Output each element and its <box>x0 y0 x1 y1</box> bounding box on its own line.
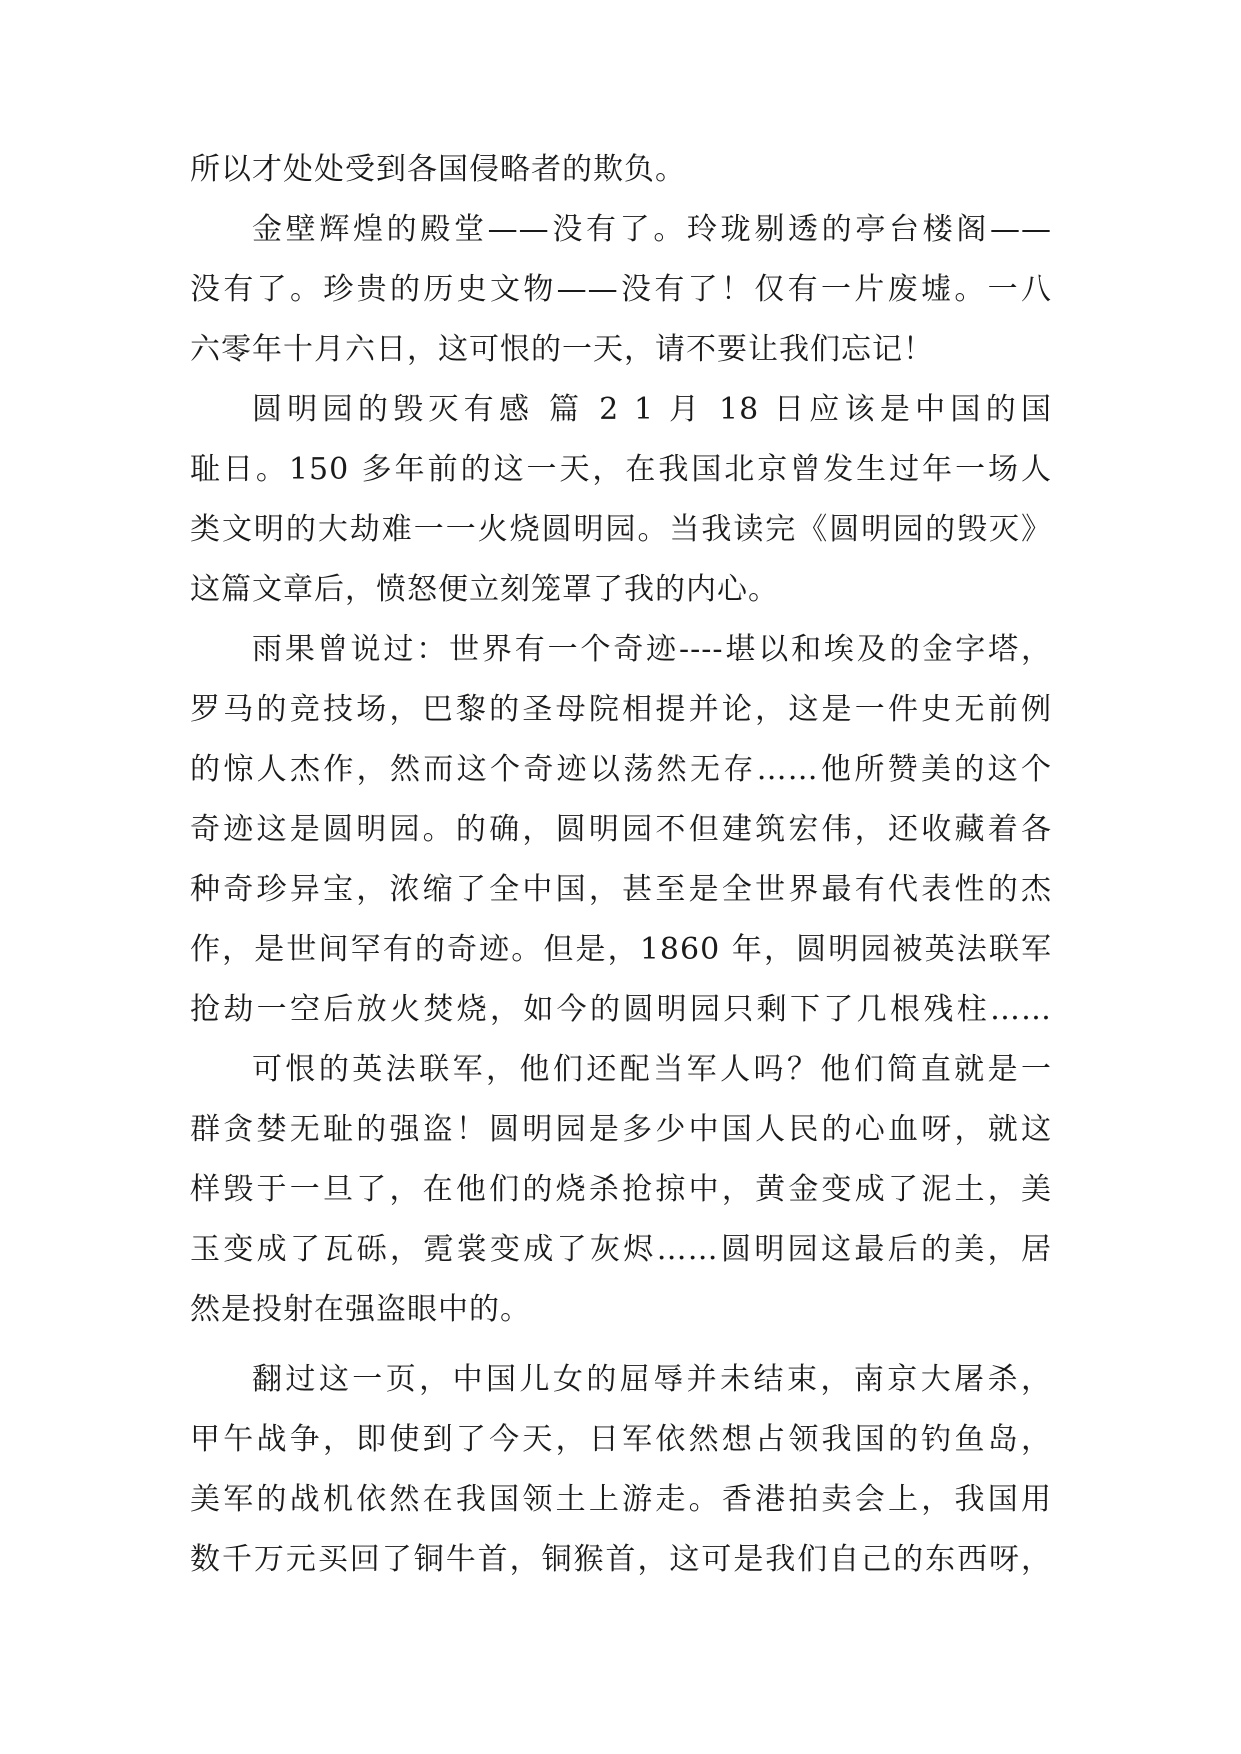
text-line: 美军的战机依然在我国领土上游走。香港拍卖会上，我国用 <box>190 1482 1052 1517</box>
text-line: 这篇文章后，愤怒便立刻笼罩了我的内心。 <box>190 572 779 607</box>
text-line: 六零年十月六日，这可恨的一天，请不要让我们忘记！ <box>190 332 934 367</box>
text-line: 作，是世间罕有的奇迹。但是，1860 年，圆明园被英法联军 <box>190 932 1052 967</box>
text-line: 数千万元买回了铜牛首，铜猴首，这可是我们自己的东西呀， <box>190 1542 1052 1577</box>
text-line: 可恨的英法联军，他们还配当军人吗？他们简直就是一 <box>252 1052 1052 1087</box>
text-line: 罗马的竞技场，巴黎的圣母院相提并论，这是一件史无前例 <box>190 692 1052 727</box>
text-line: 没有了。珍贵的历史文物——没有了！仅有一片废墟。一八 <box>190 272 1052 307</box>
text-line: 甲午战争，即使到了今天，日军依然想占领我国的钓鱼岛， <box>190 1422 1052 1457</box>
text-line: 耻日。150 多年前的这一天，在我国北京曾发生过年一场人 <box>190 452 1052 487</box>
text-line: 抢劫一空后放火焚烧，如今的圆明园只剩下了几根残柱…… <box>190 992 1052 1027</box>
text-line: 样毁于一旦了，在他们的烧杀抢掠中，黄金变成了泥土，美 <box>190 1172 1052 1207</box>
text-line: 类文明的大劫难一一火烧圆明园。当我读完《圆明园的毁灭》 <box>190 512 1052 547</box>
section-heading-line: 圆明园的毁灭有感 篇 2 1 月 18 日应该是中国的国 <box>252 392 1052 427</box>
text-line: 所以才处处受到各国侵略者的欺负。 <box>190 152 686 187</box>
text-line: 的惊人杰作，然而这个奇迹以荡然无存……他所赞美的这个 <box>190 752 1052 787</box>
text-line: 雨果曾说过：世界有一个奇迹----堪以和埃及的金字塔， <box>252 632 1052 667</box>
text-line: 金壁辉煌的殿堂——没有了。玲珑剔透的亭台楼阁—— <box>252 212 1052 247</box>
text-line: 然是投射在强盗眼中的。 <box>190 1292 531 1327</box>
text-line: 翻过这一页，中国儿女的屈辱并未结束，南京大屠杀， <box>252 1362 1052 1397</box>
text-line: 玉变成了瓦砾，霓裳变成了灰烬……圆明园这最后的美，居 <box>190 1232 1052 1267</box>
text-line: 群贪婪无耻的强盗！圆明园是多少中国人民的心血呀，就这 <box>190 1112 1052 1147</box>
text-line: 奇迹这是圆明园。的确，圆明园不但建筑宏伟，还收藏着各 <box>190 812 1052 847</box>
text-line: 种奇珍异宝，浓缩了全中国，甚至是全世界最有代表性的杰 <box>190 872 1052 907</box>
